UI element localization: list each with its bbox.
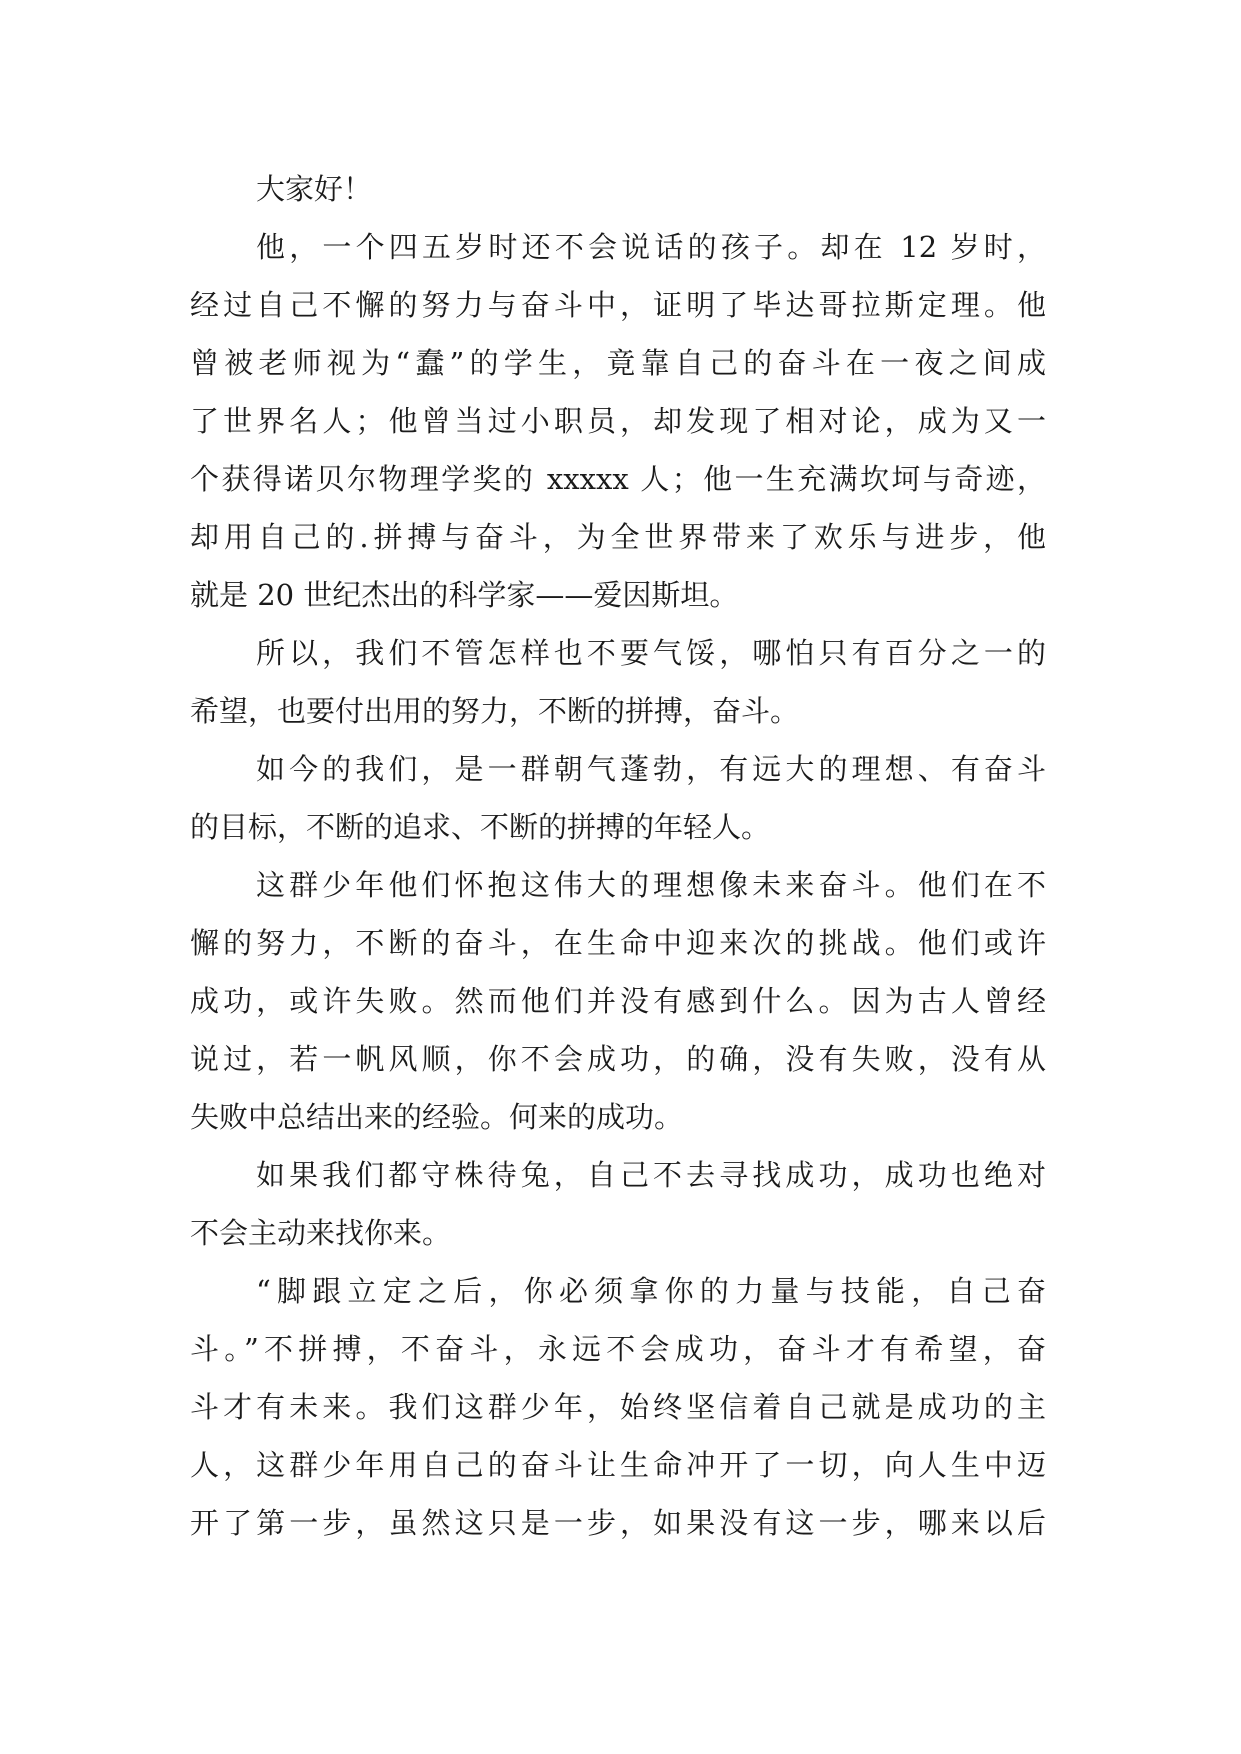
text-line: 他，一个四五岁时还不会说话的孩子。却在 12 岁时， <box>256 230 1046 264</box>
paragraph-challenges <box>190 856 1046 1146</box>
paragraph-young-people <box>190 740 1046 856</box>
text-line: 斗才有未来。我们这群少年，始终坚信着自己就是成功的主 <box>190 1390 1046 1424</box>
text-line: 如果我们都守株待兔，自己不去寻找成功，成功也绝对 <box>256 1158 1046 1192</box>
text-line: 所以，我们不管怎样也不要气馁，哪怕只有百分之一的 <box>256 636 1046 670</box>
text-line: 了世界名人；他曾当过小职员，却发现了相对论，成为又一 <box>190 404 1046 438</box>
text-line: 不会主动来找你来。 <box>190 1216 452 1250</box>
text-line: 这群少年他们怀抱这伟大的理想像未来奋斗。他们在不 <box>256 868 1046 902</box>
text-line: 经过自己不懈的努力与奋斗中，证明了毕达哥拉斯定理。他 <box>190 288 1046 322</box>
text-line: 成功，或许失败。然而他们并没有感到什么。因为古人曾经 <box>190 984 1046 1018</box>
paragraph-einstein <box>190 218 1046 624</box>
text-line: 如今的我们，是一群朝气蓬勃，有远大的理想、有奋斗 <box>256 752 1046 786</box>
paragraph-quote <box>190 1262 1046 1552</box>
text-line: 大家好！ <box>256 172 373 206</box>
text-line: 失败中总结出来的经验。何来的成功。 <box>190 1100 684 1134</box>
paragraph-never-give-up <box>190 624 1046 740</box>
paragraph-seek-success <box>190 1146 1046 1262</box>
text-line: “脚跟立定之后，你必须拿你的力量与技能，自己奋 <box>256 1274 1046 1308</box>
text-line: 的目标，不断的追求、不断的拼搏的年轻人。 <box>190 810 771 844</box>
text-line: 开了第一步，虽然这只是一步，如果没有这一步，哪来以后 <box>190 1506 1046 1540</box>
text-line: 斗。”不拼搏，不奋斗，永远不会成功，奋斗才有希望，奋 <box>190 1332 1046 1366</box>
text-line: 希望，也要付出用的努力，不断的拼搏，奋斗。 <box>190 694 800 728</box>
text-line: 就是 20 世纪杰出的科学家——爱因斯坦。 <box>190 578 739 612</box>
text-line: 懈的努力，不断的奋斗，在生命中迎来次的挑战。他们或许 <box>190 926 1046 960</box>
text-line: 曾被老师视为“蠢”的学生，竟靠自己的奋斗在一夜之间成 <box>190 346 1046 380</box>
text-line: 人，这群少年用自己的奋斗让生命冲开了一切，向人生中迈 <box>190 1448 1046 1482</box>
text-line: 说过，若一帆风顺，你不会成功，的确，没有失败，没有从 <box>190 1042 1046 1076</box>
text-line: 却用自己的.拼搏与奋斗，为全世界带来了欢乐与进步，他 <box>190 520 1046 554</box>
text-line: 个获得诺贝尔物理学奖的 xxxxx 人；他一生充满坎坷与奇迹， <box>190 462 1046 496</box>
document-body <box>190 160 1046 1552</box>
paragraph-greeting <box>190 160 1046 218</box>
